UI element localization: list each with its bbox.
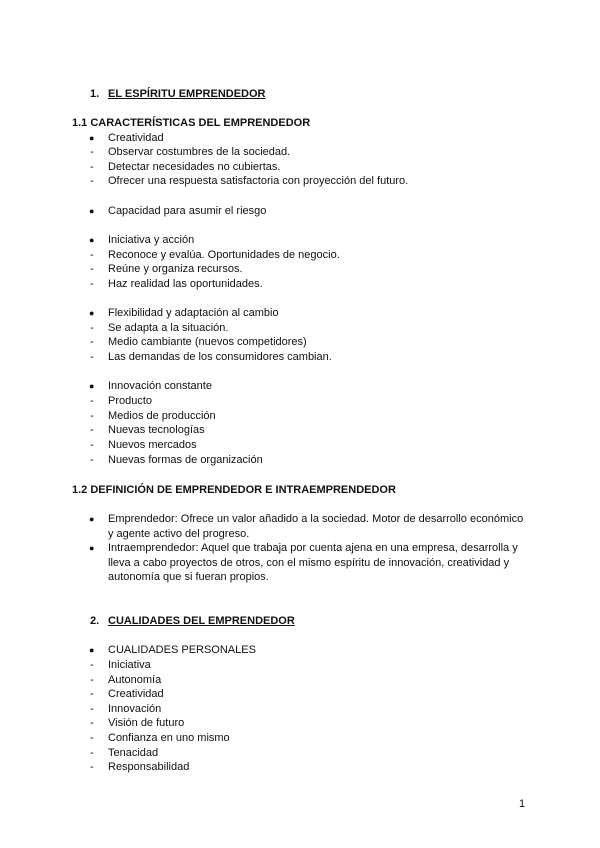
group-title: Iniciativa y acción [108, 234, 195, 246]
list-item: Se adapta a la situación. [108, 322, 229, 334]
list-item: Detectar necesidades no cubiertas. [108, 161, 281, 173]
list-item: Visión de futuro [108, 717, 185, 729]
dash-marker: - [90, 454, 94, 466]
list-item: Autonomía [108, 674, 162, 686]
bullet-icon: ● [89, 235, 95, 245]
list-item: Confianza en uno mismo [108, 732, 230, 744]
section-title: CUALIDADES DEL EMPRENDEDOR [108, 615, 295, 627]
dash-marker: - [90, 336, 94, 348]
list-item: Medio cambiante (nuevos competidores) [108, 336, 307, 348]
list-item: Tenacidad [108, 747, 159, 759]
dash-marker: - [90, 175, 94, 187]
definition-line: Intraemprendedor: Aquel que trabaja por cuenta ajena en una empresa, desarrolla y [108, 542, 518, 554]
list-item: Iniciativa [108, 659, 151, 671]
list-item: Nuevos mercados [108, 439, 197, 451]
dash-marker: - [90, 747, 94, 759]
dash-marker: - [90, 263, 94, 275]
list-item: Ofrecer una respuesta satisfactoria con proyección del futuro. [108, 175, 409, 187]
page-number: 1 [519, 798, 526, 810]
list-item: Creatividad [108, 688, 164, 700]
list-item: Reúne y organiza recursos. [108, 263, 243, 275]
dash-marker: - [90, 732, 94, 744]
definition-line: y agente activo del progreso. [108, 528, 250, 540]
dash-marker: - [90, 703, 94, 715]
subsection-heading: 1.1 CARACTERÍSTICAS DEL EMPRENDEDOR [72, 117, 311, 129]
bullet-icon: ● [89, 514, 95, 524]
list-item: Haz realidad las oportunidades. [108, 278, 263, 290]
dash-marker: - [90, 761, 94, 773]
definition-line: lleva a cabo proyectos de otros, con el mismo espíritu de innovación, creatividad y [108, 557, 510, 569]
definition-line: autonomía que si fueran propios. [108, 571, 269, 583]
dash-marker: - [90, 278, 94, 290]
group-title: Creatividad [108, 132, 164, 144]
group-title: CUALIDADES PERSONALES [108, 644, 256, 656]
dash-marker: - [90, 351, 94, 363]
section-number: 2. [90, 615, 100, 627]
dash-marker: - [90, 439, 94, 451]
list-item: Innovación [108, 703, 162, 715]
section-title: EL ESPÍRITU EMPRENDEDOR [108, 88, 266, 100]
group-title: Innovación constante [108, 380, 212, 392]
dash-marker: - [90, 717, 94, 729]
bullet-icon: ● [89, 206, 95, 216]
group-title: Flexibilidad y adaptación al cambio [108, 307, 279, 319]
subsection-heading: 1.2 DEFINICIÓN DE EMPRENDEDOR E INTRAEMPRENDEDOR [72, 484, 396, 496]
list-item: Nuevas tecnologías [108, 424, 205, 436]
list-item: Observar costumbres de la sociedad. [108, 146, 291, 158]
dash-marker: - [90, 249, 94, 261]
bullet-icon: ● [89, 133, 95, 143]
list-item: Reconoce y evalúa. Oportunidades de negocio. [108, 249, 340, 261]
bullet-icon: ● [89, 543, 95, 553]
dash-marker: - [90, 688, 94, 700]
dash-marker: - [90, 322, 94, 334]
section-number: 1. [90, 88, 100, 100]
dash-marker: - [90, 395, 94, 407]
list-item: Nuevas formas de organización [108, 454, 263, 466]
definition-line: Emprendedor: Ofrece un valor añadido a la sociedad. Motor de desarrollo económico [108, 513, 524, 525]
dash-marker: - [90, 674, 94, 686]
list-item: Producto [108, 395, 153, 407]
group-title: Capacidad para asumir el riesgo [108, 205, 267, 217]
list-item: Las demandas de los consumidores cambian. [108, 351, 332, 363]
bullet-icon: ● [89, 308, 95, 318]
bullet-icon: ● [89, 645, 95, 655]
dash-marker: - [90, 659, 94, 671]
dash-marker: - [90, 424, 94, 436]
dash-marker: - [90, 161, 94, 173]
dash-marker: - [90, 410, 94, 422]
list-item: Medios de producción [108, 410, 216, 422]
bullet-icon: ● [89, 381, 95, 391]
list-item: Responsabilidad [108, 761, 190, 773]
dash-marker: - [90, 146, 94, 158]
